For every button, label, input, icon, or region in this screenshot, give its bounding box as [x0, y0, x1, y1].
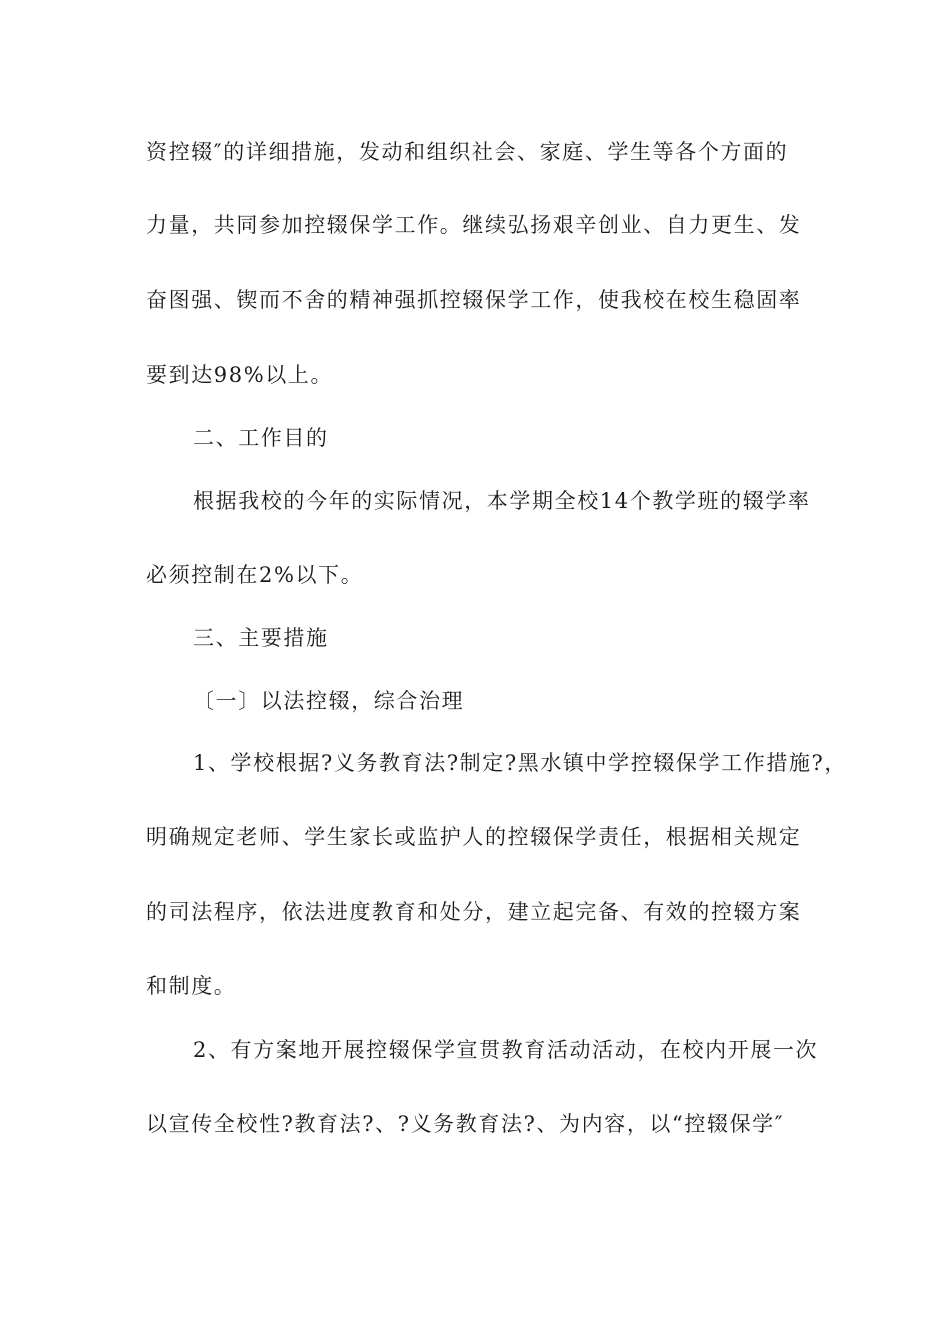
- subsection-heading: 〔一〕以法控辍，综合治理: [193, 689, 465, 713]
- paragraph-line: 和制度。: [146, 974, 237, 998]
- paragraph-line: 资控辍″的详细措施，发动和组织社会、家庭、学生等各个方面的: [146, 140, 789, 164]
- paragraph-line: 奋图强、锲而不舍的精神强抓控辍保学工作，使我校在校生稳固率: [146, 288, 802, 312]
- paragraph-line: 以宣传全校性?教育法?、?义务教育法?、为内容，以“控辍保学″: [146, 1112, 785, 1136]
- paragraph-line: 的司法程序，依法进度教育和处分，建立起完备、有效的控辍方案: [146, 900, 802, 924]
- paragraph-line: 力量，共同参加控辍保学工作。继续弘扬艰辛创业、自力更生、发: [146, 213, 802, 237]
- paragraph-line: 明确规定老师、学生家长或监护人的控辍保学责任，根据相关规定: [146, 825, 802, 849]
- section-heading: 三、主要措施: [193, 626, 329, 650]
- section-heading: 二、工作目的: [193, 426, 329, 450]
- paragraph-line: 必须控制在2%以下。: [146, 563, 364, 587]
- paragraph-line: 2、有方案地开展控辍保学宣贯教育活动活动，在校内开展一次: [193, 1038, 819, 1062]
- paragraph-line: 根据我校的今年的实际情况，本学期全校14个教学班的辍学率: [193, 489, 811, 513]
- paragraph-line: 1、学校根据?义务教育法?制定?黑水镇中学控辍保学工作措施?，: [193, 751, 847, 775]
- paragraph-line: 要到达98%以上。: [146, 363, 334, 387]
